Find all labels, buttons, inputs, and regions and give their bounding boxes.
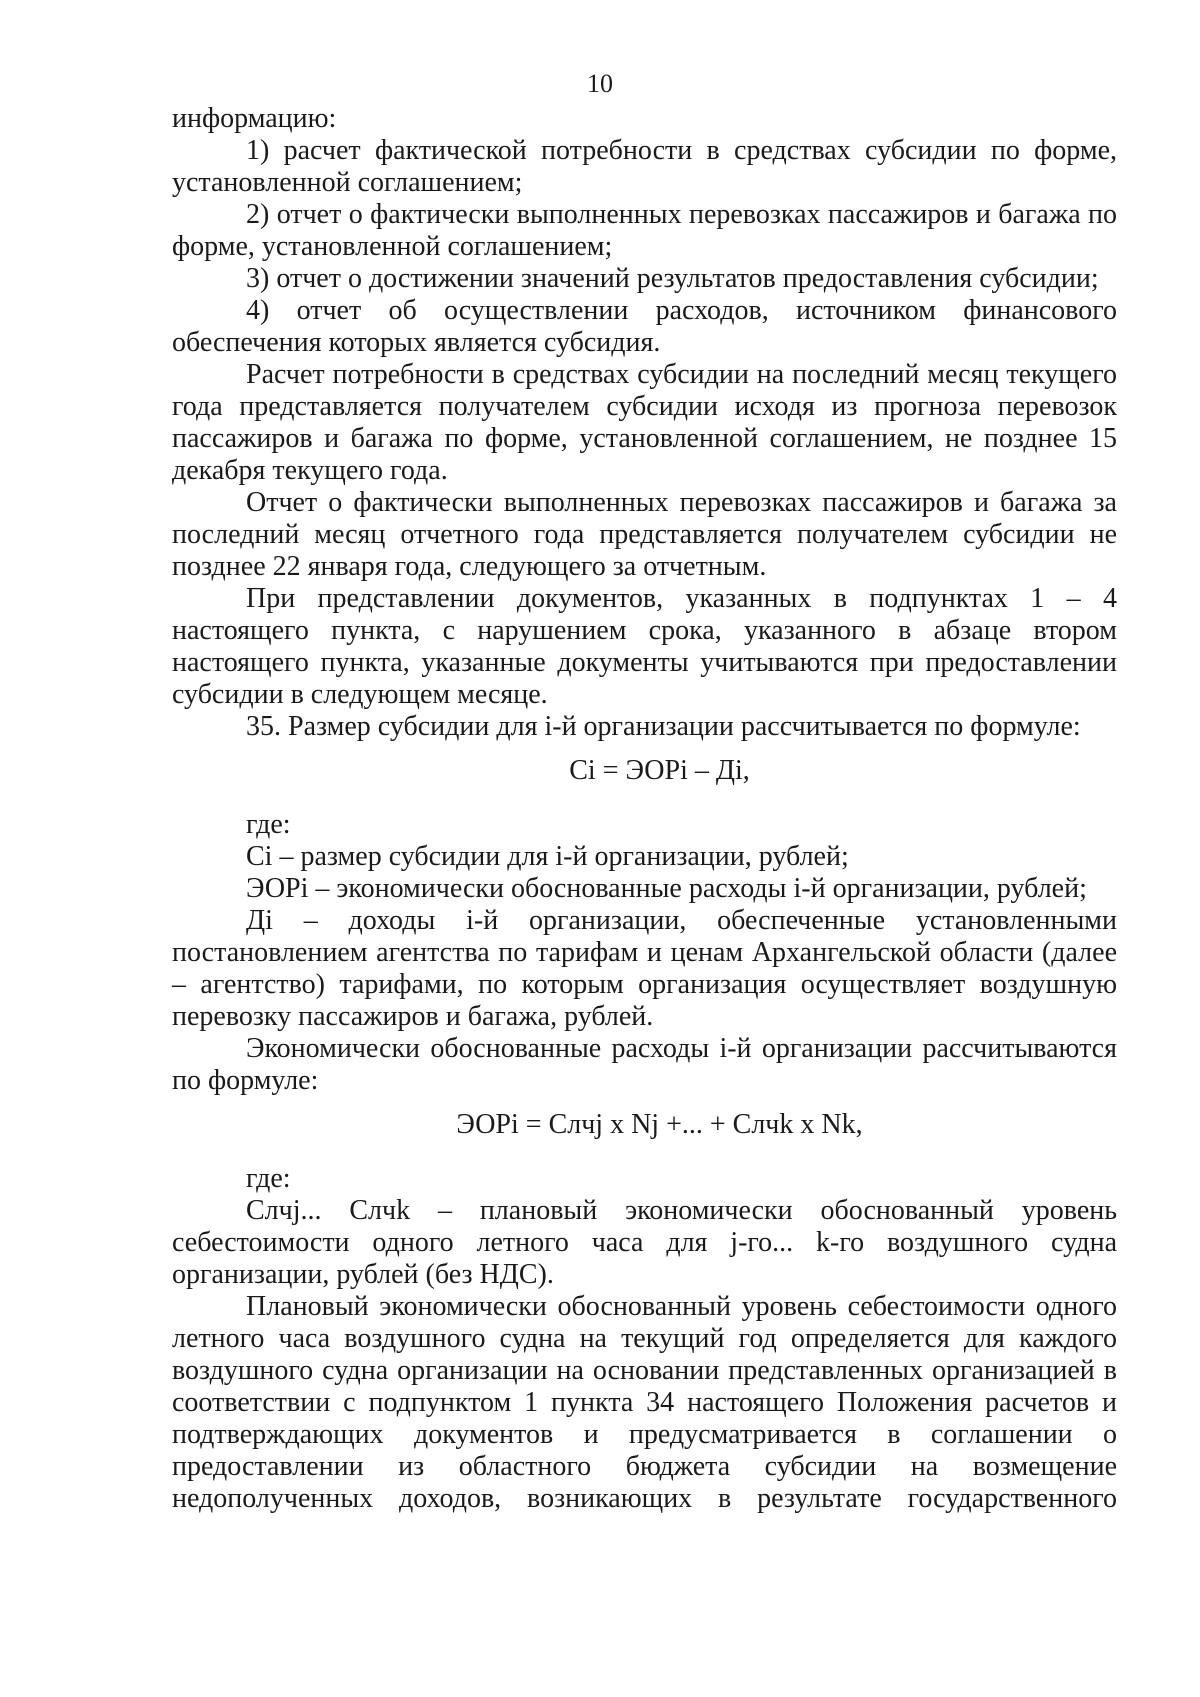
paragraph: Слчj... Слчk – плановый экономически обоснованный уровень себестоимости одного летного часа для j-го... k-го воздушного судна организации, рублей (без НДС). — [172, 1195, 1117, 1290]
paragraph: 1) расчет фактической потребности в средствах субсидии по форме, установленной соглашением; — [172, 135, 1117, 198]
paragraph: Ci – размер субсидии для i-й организации, рублей; — [246, 841, 849, 872]
paragraph: 4) отчет об осуществлении расходов, источником финансового обеспечения которых является субсидия. — [172, 295, 1117, 358]
page-number: 10 — [587, 69, 613, 98]
paragraph: Отчет о фактически выполненных перевозках пассажиров и багажа за последний месяц отчетного года представляется получателем субсидии не позднее 22 января года, следующего за отчетным. — [172, 487, 1117, 582]
paragraph-group-c — [172, 1195, 1117, 1515]
paragraph: При представлении документов, указанных в подпунктах 1 – 4 настоящего пункта, с нарушением срока, указанного в абзаце втором настоящего пункта, указанные документы учитываются при предоставлении субсидии в следующем месяце. — [172, 583, 1117, 710]
paragraph: Плановый экономически обоснованный уровень себестоимости одного летного часа воздушного судна на текущий год определяется для каждого воздушного судна организации на основании представленных организацией в соответствии с подпунктом 1 пункта 34 настоящего Положения расчетов и подтверждающих документов и предусматривается в соглашении о предоставлении из областного бюджета субсидии на возмещение недополученных доходов, возникающих в результате государственного — [172, 1291, 1117, 1514]
paragraph: Дi – доходы i-й организации, обеспеченные установленными постановлением агентства по тарифам и ценам Архангельской области (далее – агентство) тарифами, по которым организация осуществляет воздушную перевозку пассажиров и багажа, рублей. — [172, 905, 1117, 1032]
paragraph: ЭОРi – экономически обоснованные расходы i-й организации, рублей; — [246, 873, 1087, 904]
paragraph: Экономически обоснованные расходы i-й организации рассчитываются по формуле: — [172, 1033, 1117, 1096]
paragraph: 2) отчет о фактически выполненных перевозках пассажиров и багажа по форме, установленной соглашением; — [172, 199, 1117, 262]
paragraph-group-a — [172, 103, 1117, 743]
document-body — [172, 103, 1117, 1515]
paragraph: Расчет потребности в средствах субсидии на последний месяц текущего года представляется получателем субсидии исходя из прогноза перевозок пассажиров и багажа по форме, установленной соглашением, не позднее 15 декабря текущего года. — [172, 359, 1117, 486]
paragraph: 35. Размер субсидии для i-й организации рассчитывается по формуле: — [246, 711, 1081, 742]
where-label: где: — [246, 1163, 291, 1194]
formula-subsidy: Ci = ЭОРi – Дi, — [569, 755, 750, 786]
paragraph: 3) отчет о достижении значений результатов предоставления субсидии; — [246, 263, 1099, 294]
where-label: где: — [246, 809, 291, 840]
paragraph: информацию: — [172, 103, 337, 134]
paragraph-group-b — [172, 841, 1117, 1097]
formula-expenses: ЭОРi = Слчj x Nj +... + Слчk x Nk, — [456, 1109, 863, 1140]
